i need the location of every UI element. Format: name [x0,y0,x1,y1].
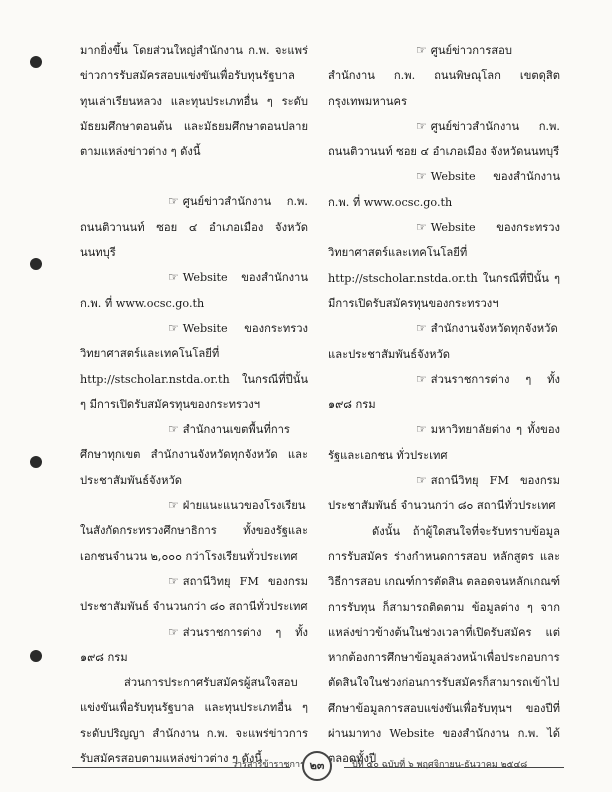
pointing-hand-icon: ☞ [416,118,427,133]
pointing-hand-icon: ☞ [168,422,179,437]
list-item-text: ส่วนราชการต่าง ๆ ทั้ง ๑๙๘ กรม [80,625,308,664]
pointing-hand-icon: ☞ [416,169,427,184]
list-item-text: ศูนย์ข่าวสำนักงาน ก.พ. ถนนติวานนท์ ซอย ๔ อำเภอเมือง จังหวัดนนทบุรี [328,119,560,159]
list-item-text: สำนักงานเขตพื้นที่การศึกษาทุกเขต สำนักงานจังหวัดทุกจังหวัด และประชาสัมพันธ์จังหวัด [80,423,308,487]
page-number-emblem: ๒๓ [302,751,332,781]
list-item [328,417,560,468]
pointing-hand-icon: ☞ [168,320,179,335]
list-item [80,417,308,493]
list-item [328,114,560,165]
punch-hole-lower [30,456,42,468]
list-item-text: ส่วนราชการต่าง ๆ ทั้ง ๑๙๘ กรม [328,372,560,412]
pointing-hand-icon: ☞ [416,473,427,488]
pointing-hand-icon: ☞ [168,498,179,513]
list-item [80,620,308,671]
list-item-text: ศูนย์ข่าวการสอบ สำนักงาน ก.พ. ถนนพิษณุโลก เขตดุสิต กรุงเทพมหานคร [328,44,560,108]
list-item [80,189,308,265]
list-item-text: สถานีวิทยุ FM ของกรมประชาสัมพันธ์ จำนวนกว่า ๘๐ สถานีทั่วประเทศ [328,474,560,513]
pointing-hand-icon: ☞ [168,573,179,588]
pointing-hand-icon: ☞ [416,43,427,57]
list-item [328,316,560,367]
pointing-hand-icon: ☞ [168,270,179,285]
pointing-hand-icon: ☞ [168,194,179,209]
list-item-text: Website ของสำนักงาน ก.พ. ที่ www.ocsc.go.th [328,170,560,209]
journal-name: วารสารข้าราชการ [232,760,305,770]
pointing-hand-icon: ☞ [168,624,179,639]
intro-paragraph: มากยิ่งขึ้น โดยส่วนใหญ่สำนักงาน ก.พ. จะแพร่ข่าวการรับสมัครสอบแข่งขันเพื่อรับทุนรัฐบาล ทุนเล่าเรียนหลวง และทุนประเภทอื่น ๆ ระดับมัธยมศึกษาตอนต้น และมัธยมศึกษาตอนปลาย ตามแหล่งข่าวต่าง ๆ ดังนี้ [80,44,308,159]
list-item [328,468,560,519]
punch-hole-top [30,56,42,68]
list-item [80,265,308,316]
list-item-text: มหาวิทยาลัยต่าง ๆ ทั้งของรัฐและเอกชน ทั่วประเทศ [328,423,560,462]
right-column [328,38,560,772]
list-item-text: ฝ่ายแนะแนวของโรงเรียนในสังกัดกระทรวงศึกษาธิการ ทั้งของรัฐและเอกชนจำนวน ๒,๐๐๐ กว่าโรงเรียนทั่วประเทศ [80,499,308,563]
list-item-text: สถานีวิทยุ FM ของกรมประชาสัมพันธ์ จำนวนกว่า ๘๐ สถานีทั่วประเทศ [80,574,308,614]
list-item [328,38,560,114]
page-footer [72,755,564,781]
closing-paragraph: ส่วนการประกาศรับสมัครผู้สนใจสอบแข่งขันเพื่อรับทุนรัฐบาล และทุนประเภทอื่น ๆ ระดับปริญญา สำนักงาน ก.พ. จะแพร่ข่าวการรับสมัครสอบตามแหล่งข่าวต่าง ๆ ดังนี้ [80,676,308,766]
paragraph-gap [80,164,308,189]
list-item-text: Website ของสำนักงาน ก.พ. ที่ www.ocsc.go.th [80,271,308,310]
pointing-hand-icon: ☞ [416,422,427,437]
list-item [328,164,560,215]
list-item [328,215,560,316]
pointing-hand-icon: ☞ [416,321,427,336]
issue-info: ปีที่ ๕๐ ฉบับที่ ๖ พฤศจิกายน-ธันวาคม ๒๕๔๘ [352,760,528,770]
list-item [80,493,308,569]
list-item [80,569,308,620]
punch-hole-bottom [30,650,42,662]
list-item [328,367,560,418]
list-item-text: ศูนย์ข่าวสำนักงาน ก.พ. ถนนติวานนท์ ซอย ๔ อำเภอเมือง จังหวัดนนทบุรี [80,195,308,260]
list-item-text: Website ของกระทรวงวิทยาศาสตร์และเทคโนโลยีที่ http://stscholar.nstda.or.th ในกรณีที่ปีนั้น ๆ มีการเปิดรับสมัครทุนของกระทรวงฯ [80,321,308,411]
closing-paragraph: ดังนั้น ถ้าผู้ใดสนใจที่จะรับทราบข้อมูลการรับสมัคร ร่างกำหนดการสอบ หลักสูตร และวิธีการสอบ เกณฑ์การตัดสิน ตลอดจนหลักเกณฑ์การรับทุน ก็สามารถติดตาม ข้อมูลต่าง ๆ จากแหล่งข่าวข้างต้นในช่วงเวลาที่เปิดรับสมัคร แต่หากต้องการศึกษาข้อมูลล่วงหน้าเพื่อประกอบการตัดสินใจในช่วงก่อนการรับสมัครก็สามารถเข้าไปศึกษาข้อมูลการสอบแข่งขันเพื่อรับทุนฯ ของปีที่ผ่านมาทาง Website ของสำนักงาน ก.พ. ได้ตลอดทั้งปี [328,524,560,766]
list-item [80,316,308,417]
punch-hole-middle [30,258,42,270]
list-item-text: Website ของกระทรวงวิทยาศาสตร์และเทคโนโลยีที่ http://stscholar.nstda.or.th ในกรณีที่ปีนั้น ๆ มีการเปิดรับสมัครทุนของกระทรวงฯ [328,221,560,310]
left-column [80,38,308,771]
list-item-text: สำนักงานจังหวัดทุกจังหวัด และประชาสัมพันธ์จังหวัด [328,322,558,361]
pointing-hand-icon: ☞ [416,371,427,386]
pointing-hand-icon: ☞ [416,220,427,235]
